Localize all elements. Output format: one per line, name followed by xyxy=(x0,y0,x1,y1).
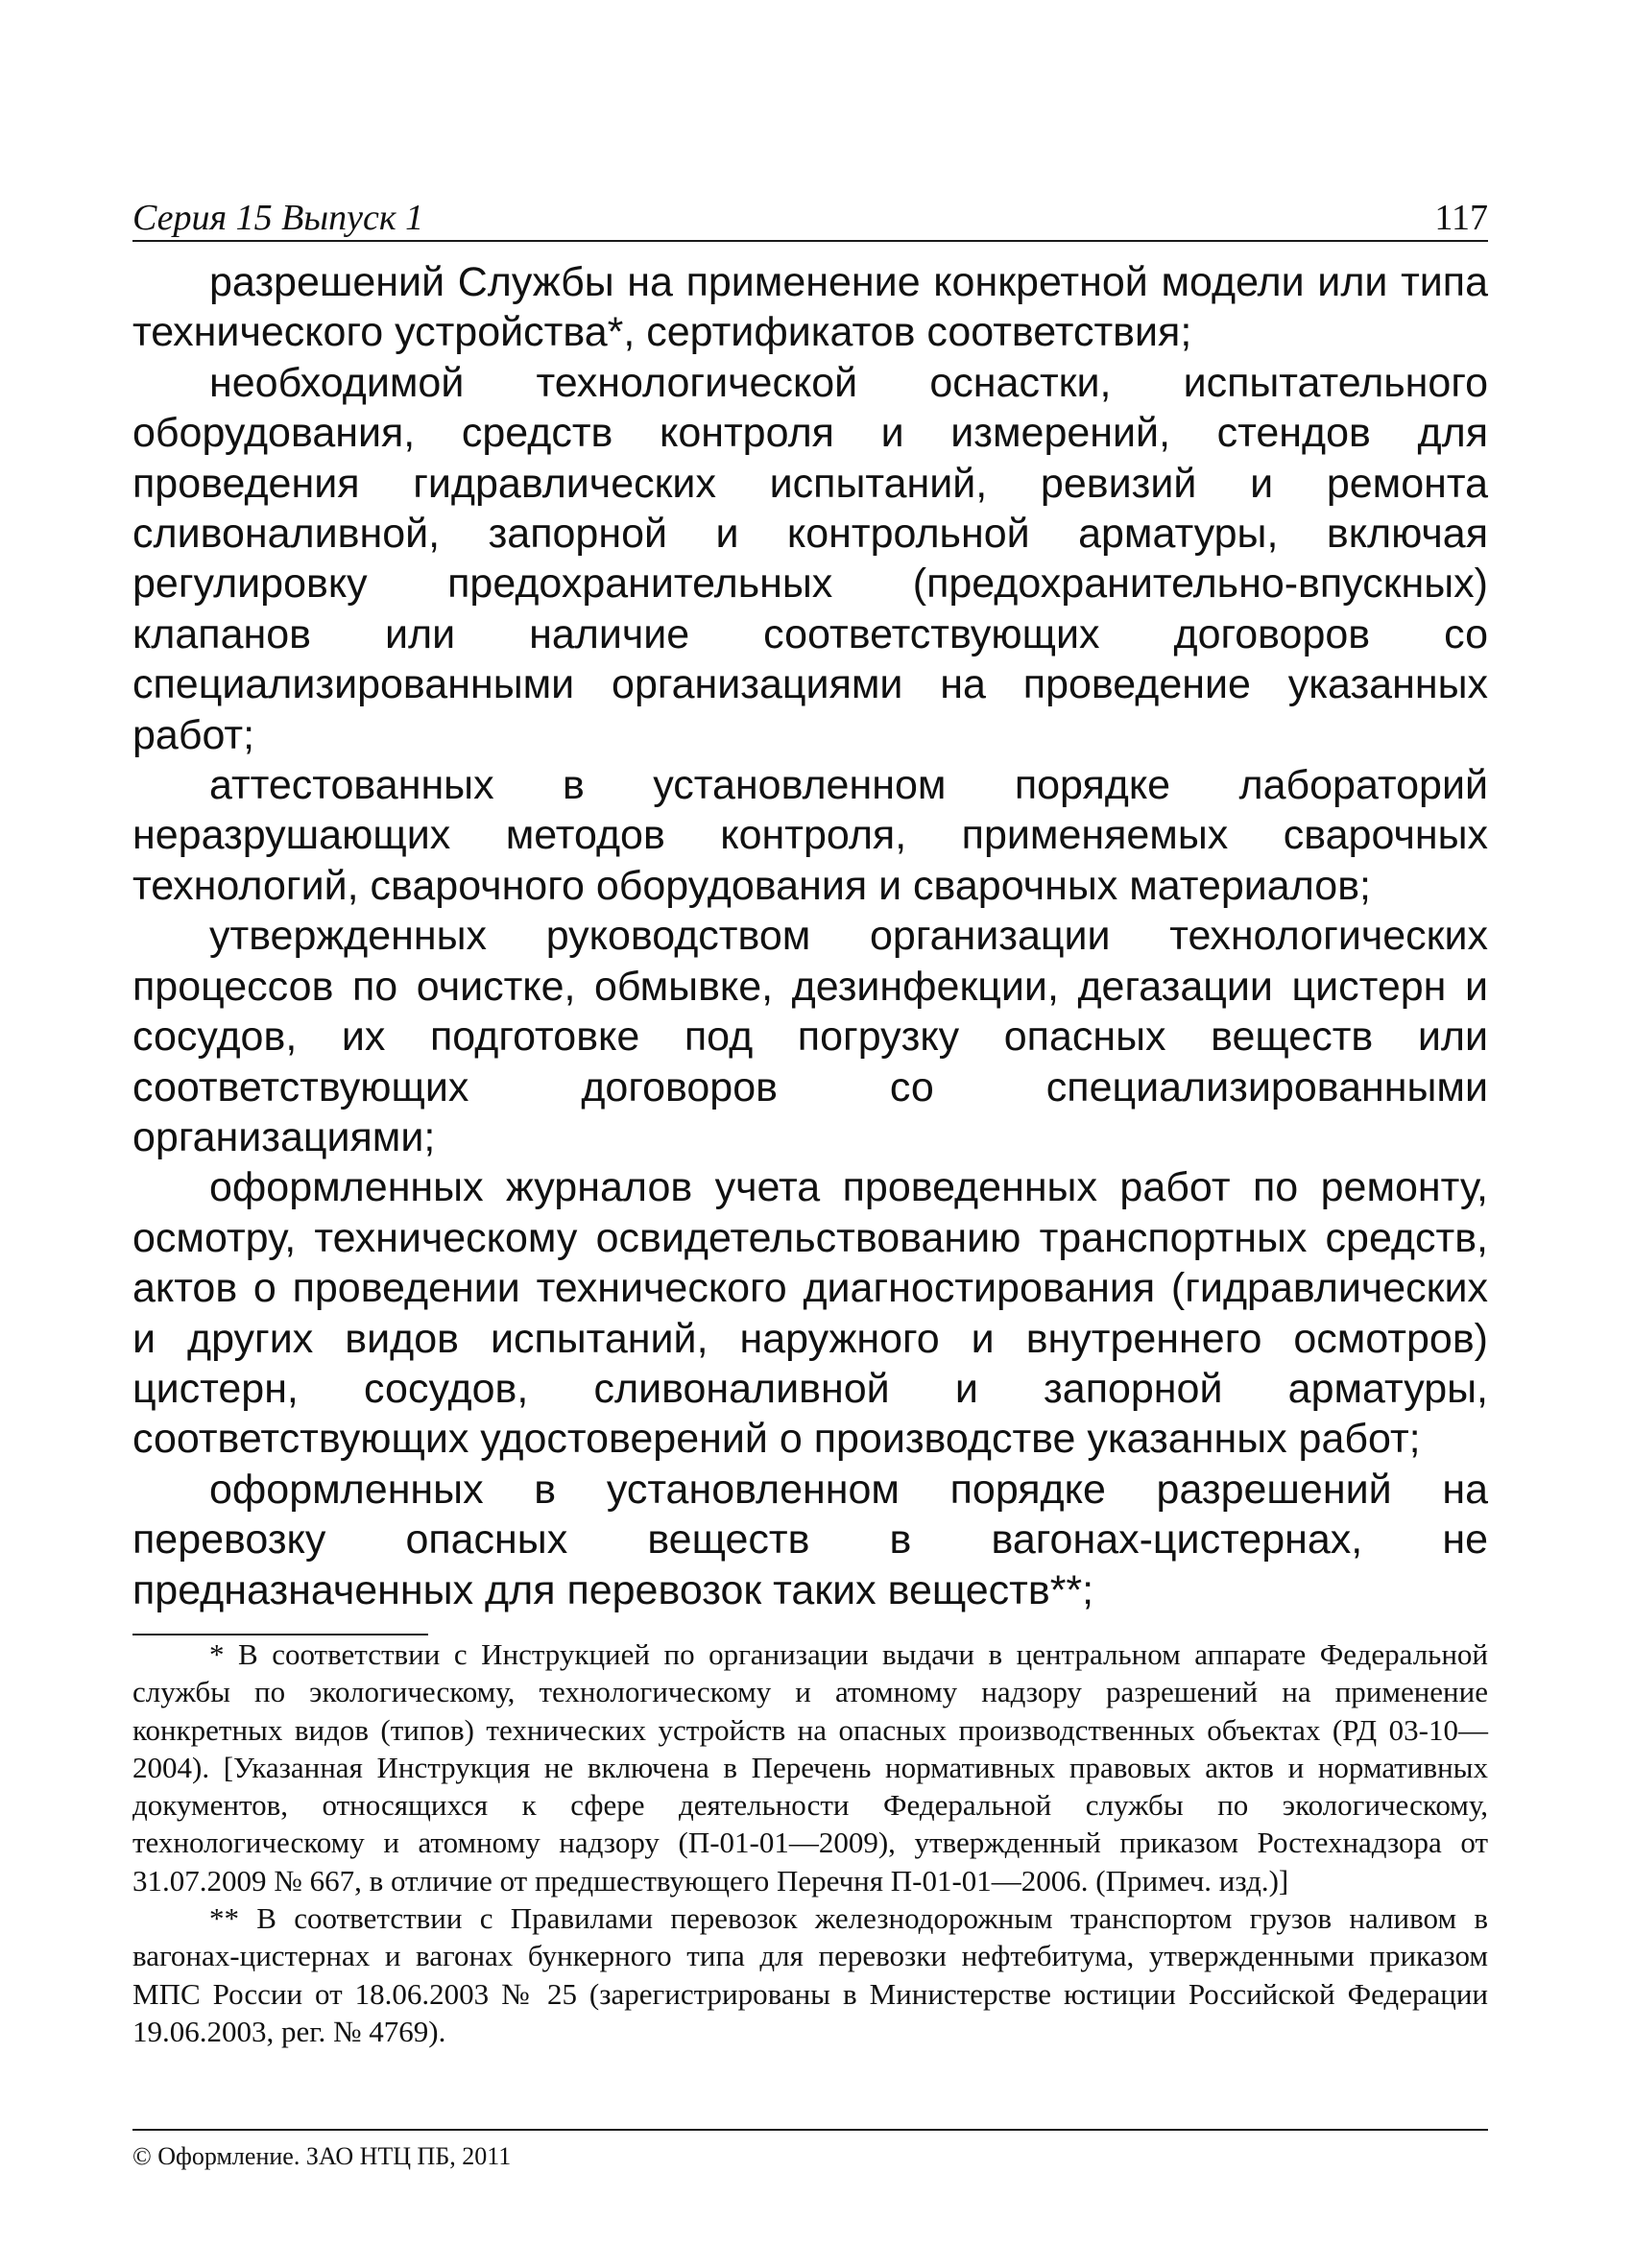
footer-rule xyxy=(132,2129,1488,2131)
footnotes xyxy=(132,1635,1488,2050)
paragraph: аттестованных в установленном порядке лабораторий неразрушающих методов контроля, применяемых сварочных технологий, сварочного оборудования и сварочных материалов; xyxy=(132,762,1488,909)
paragraph: необходимой технологической оснастки, испытательного оборудования, средств контроля и измерений, стендов для проведения гидравлических испытаний, ревизий и ремонта сливоналивной, запорной и контрольной арматуры, включая регулировку предохранительных (предохранительно-впускных) клапанов или наличие соответствующих договоров со специализированными организациями на проведение указанных работ; xyxy=(132,359,1488,758)
body-text xyxy=(132,257,1488,1615)
paragraph: разрешений Службы на применение конкретной модели или типа технического устройства*, сертификатов соответствия; xyxy=(132,259,1488,356)
footnote-2: ** В соответствии с Правилами перевозок железнодорожным транспортом грузов наливом в вагонах-цистернах и вагонах бункерного типа для перевозки нефтебитума, утвержденными приказом МПС России от 18.06.2003 № 25 (зарегистрированы в Министерстве юстиции Российской Федерации 19.06.2003, рег. № 4769). xyxy=(132,1901,1488,2048)
paragraph: оформленных журналов учета проведенных работ по ремонту, осмотру, техническому освидетельствованию транспортных средств, актов о проведении технического диагностирования (гидравлических и других видов испытаний, наружного и внутреннего осмотров) цистерн, сосудов, сливоналивной и запорной арматуры, соответствующих удостоверений о производстве указанных работ; xyxy=(132,1164,1488,1463)
running-header xyxy=(132,190,1488,242)
copyright-notice: © Оформление. ЗАО НТЦ ПБ, 2011 xyxy=(132,2142,512,2170)
paragraph: оформленных в установленном порядке разрешений на перевозку опасных веществ в вагонах-цистернах, не предназначенных для перевозок таких веществ**; xyxy=(132,1466,1488,1613)
page-number: 117 xyxy=(1434,198,1488,238)
series-title: Серия 15 Выпуск 1 xyxy=(132,198,424,238)
paragraph: утвержденных руководством организации технологических процессов по очистке, обмывке, дезинфекции, дегазации цистерн и сосудов, их подготовке под погрузку опасных веществ или соответствующих договоров со специализированными организациями; xyxy=(132,913,1488,1160)
footnote-1: * В соответствии с Инструкцией по организации выдачи в центральном аппарате Федеральной службы по экологическому, технологическому и атомному надзору разрешений на применение конкретных видов (типов) технических устройств на опасных производственных объектах (РД 03-10—2004). [Указанная Инструкция не включена в Перечень нормативных правовых актов и нормативных документов, относящихся к сфере деятельности Федеральной службы по экологическому, технологическому и атомному надзору (П-01-01—2009), утвержденный приказом Ростехнадзора от 31.07.2009 № 667, в отличие от предшествующего Перечня П-01-01—2006. (Примеч. изд.)] xyxy=(132,1637,1488,1898)
